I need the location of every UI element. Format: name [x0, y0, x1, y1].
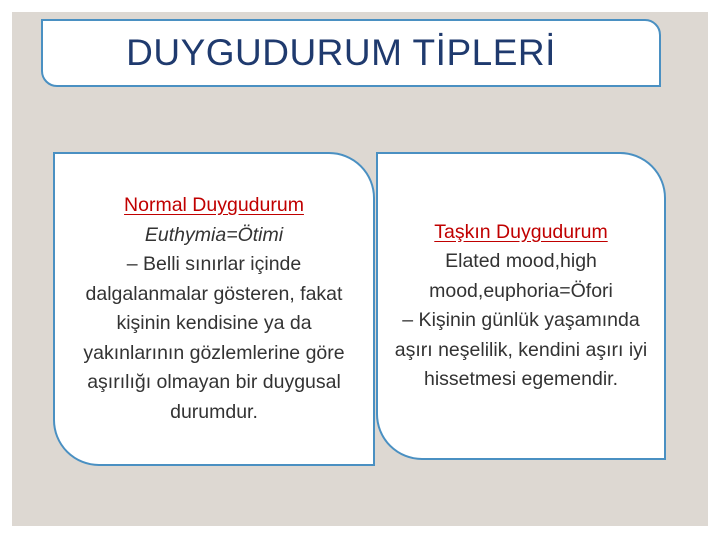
card-elated-mood — [376, 152, 666, 460]
card-body: – Kişinin günlük yaşamında aşırı neşelilik, kendini aşırı iyi hissetmesi egemendir. — [394, 309, 648, 390]
card-heading: Taşkın Duygudurum — [434, 220, 608, 243]
card-body: – Belli sınırlar içinde dalgalanmalar gösteren, fakat kişinin kendisine ya da yakınlarının gözlemlerine göre aşırılığı olmayan bir duygusal durumdur. — [83, 253, 345, 423]
card-term: Elated mood,high mood,euphoria=Öfori — [429, 250, 613, 302]
card-heading: Normal Duygudurum — [124, 194, 304, 216]
card-content — [69, 191, 359, 427]
card-term: Euthymia=Ötimi — [144, 223, 284, 246]
slide-title: DUYGUDURUM TİPLERİ — [126, 32, 556, 73]
card-content — [388, 218, 654, 395]
card-normal-mood — [53, 152, 375, 466]
title-box — [41, 19, 661, 87]
